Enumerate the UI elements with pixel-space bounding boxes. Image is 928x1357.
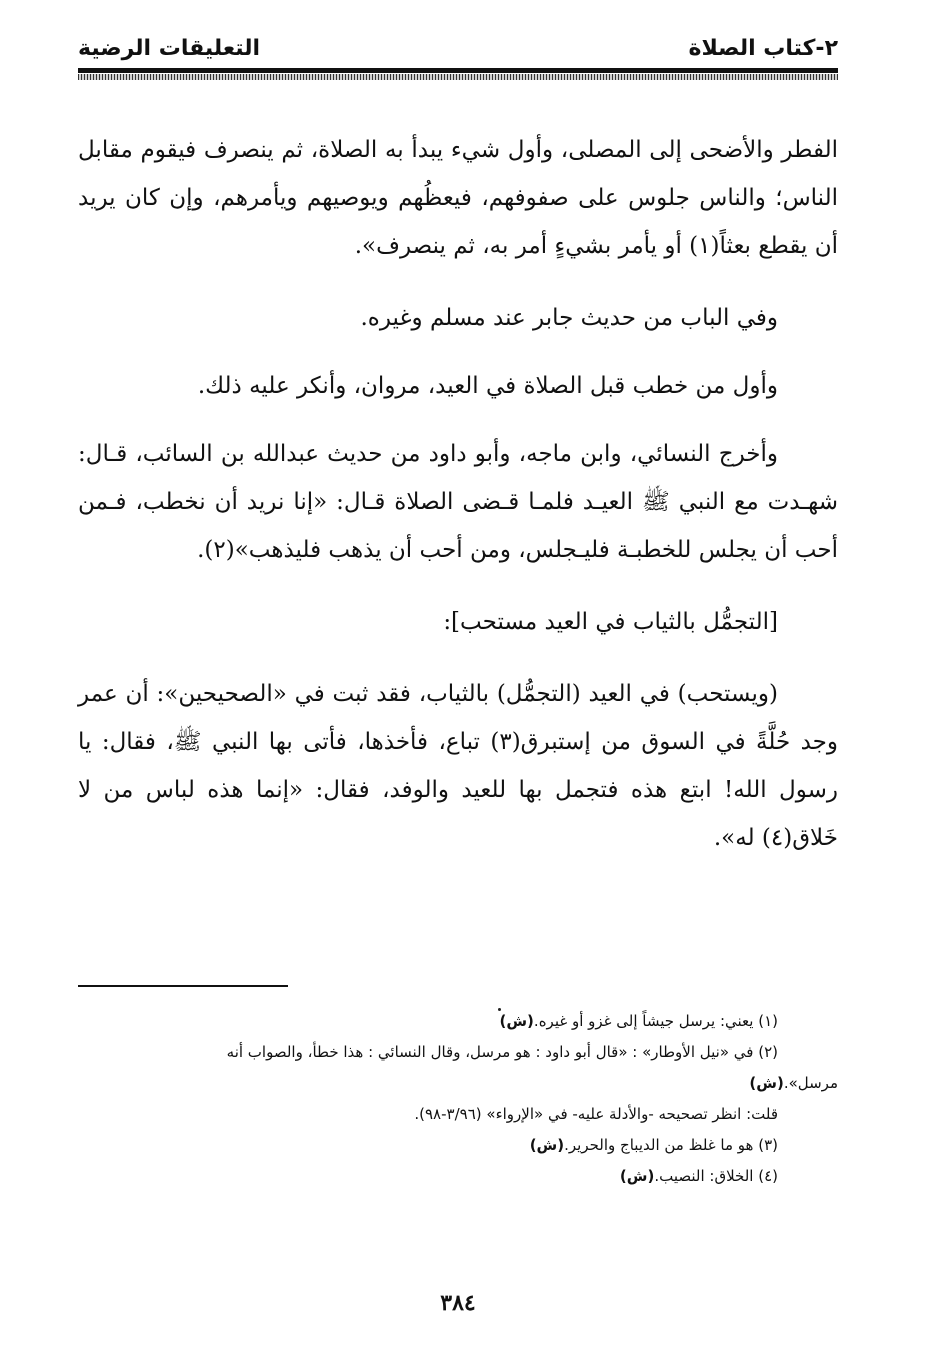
page-number: ٣٨٤ [440,1290,476,1316]
header-hatch-rule [78,74,838,80]
section-heading: [التجمُّل بالثياب في العيد مستحب]: [443,609,778,635]
footnote-separator [78,985,288,987]
main-text [78,126,838,886]
header-rule [78,68,838,73]
footnote-signature: (ش) [619,1167,655,1185]
paragraph: (ويستحب) في العيد (التجمُّل) بالثياب، فقد ثبت في «الصحيحين»: أن عمر وجد حُلَّةً في السوق من إستبرق(٣) تباع، فأخذها، فأتى بها النبي ﷺ، فقال: يا رسول الله! ابتع هذه فتجمل بها للعيد والوفد، فقال: «إنما هذه لباس من لا خَلاق(٤) له». [78,681,838,851]
chapter-title: ٢-كتاب الصلاة [688,36,838,61]
footnote-2-note: قلت: انظر تصحيحه -والأدلة عليه- في «الإرواء» (٣/٩٦-٩٨). [414,1105,778,1123]
footnote-4: (٤) الخلاق: النصيب.(ش) [619,1167,778,1185]
footnote-3: (٣) هو ما غلظ من الديباج والحرير.(ش) [529,1136,778,1154]
paragraph: الفطر والأضحى إلى المصلى، وأول شيء يبدأ به الصلاة، ثم ينصرف فيقوم مقابل الناس؛ والناس جلوس على صفوفهم، فيعظُهم ويوصيهم ويأمرهم، وإن كان يريد أن يقطع بعثاً(١) أو يأمر بشيءٍ أمر به، ثم ينصرف». [78,137,838,259]
paragraph: وأخرج النسائي، وابن ماجه، وأبو داود من حديث عبدالله بن السائب، قـال: شهـدت مع النبي ﷺ العيـد فلمـا قـضى الصلاة قـال: «إنا نريد أن نخطب، فـمن أحب أن يجلس للخطبـة فليـجلس، ومن أحب أن يذهب فليذهب»(٢). [78,441,838,563]
footnote-signature: (ش) [749,1074,784,1092]
paragraph: وأول من خطب قبل الصلاة في العيد، مروان، وأنكر عليه ذلك. [197,373,778,399]
footnote-2: (٢) في «نيل الأوطار» : «قال أبو داود : هو مرسل، وقال النسائي : هذا خطأ، والصواب أنه مرسل».(ش) [226,1043,838,1092]
paragraph: وفي الباب من حديث جابر عند مسلم وغيره. [360,305,778,331]
footnotes [78,1006,838,1192]
footnote-signature: (ش) [529,1136,565,1154]
book-page [78,28,838,1328]
book-title: التعليقات الرضية [78,36,261,61]
footnote-1: (١) يعني: يرسل جيشاً إلى غزو أو غيره.(ش) [499,1012,778,1030]
running-header [78,28,838,72]
footnote-signature: (ش) [499,1012,534,1030]
